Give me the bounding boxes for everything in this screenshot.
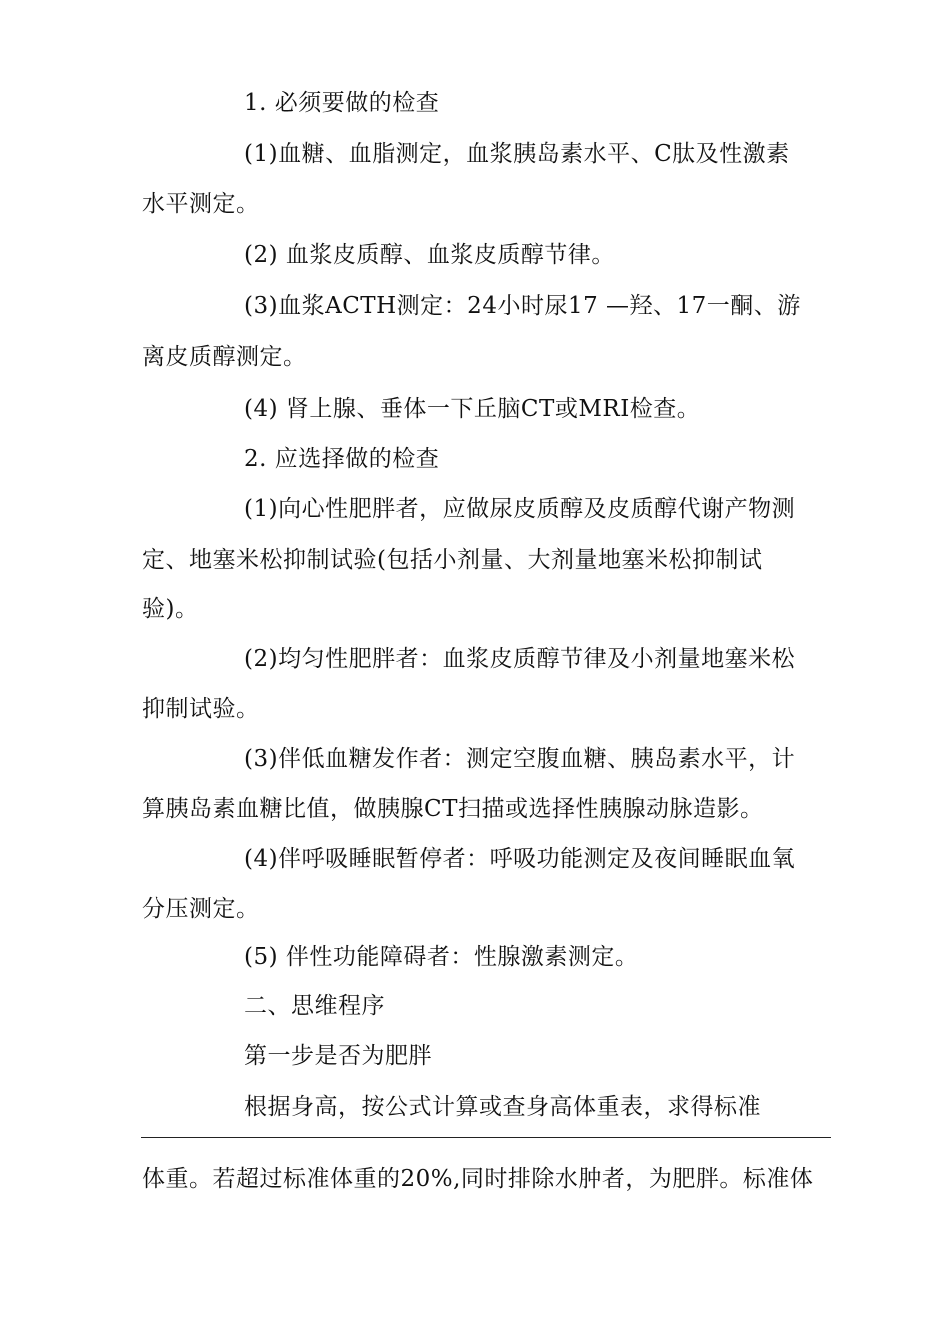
step-heading: 第一步是否为肥胖 bbox=[244, 1043, 432, 1069]
paragraph-line: 验)。 bbox=[142, 596, 199, 622]
paragraph-line: (2) 血浆皮质醇、血浆皮质醇节律。 bbox=[244, 242, 615, 268]
section-heading-thinking-procedure: 二、思维程序 bbox=[244, 993, 385, 1019]
heading-required-tests: 1. 必须要做的检查 bbox=[244, 90, 440, 116]
paragraph-line: (3)血浆ACTH测定：24小时尿17 —羟、17一酮、游 bbox=[244, 293, 801, 319]
paragraph-line: 根据身高，按公式计算或查身高体重表，求得标准 bbox=[244, 1094, 761, 1120]
paragraph-line: 体重。若超过标准体重的20%,同时排除水肿者，为肥胖。标准体 bbox=[142, 1166, 814, 1192]
paragraph-line: (4)伴呼吸睡眠暂停者：呼吸功能测定及夜间睡眠血氧 bbox=[244, 846, 796, 872]
paragraph-line: (1)向心性肥胖者，应做尿皮质醇及皮质醇代谢产物测 bbox=[244, 496, 796, 522]
paragraph-line: (1)血糖、血脂测定，血浆胰岛素水平、C肽及性激素 bbox=[244, 141, 790, 167]
paragraph-line: 抑制试验。 bbox=[142, 696, 260, 722]
heading-optional-tests: 2. 应选择做的检查 bbox=[244, 446, 440, 472]
paragraph-line: (2)均匀性肥胖者：血浆皮质醇节律及小剂量地塞米松 bbox=[244, 646, 796, 672]
paragraph-line: 算胰岛素血糖比值，做胰腺CT扫描或选择性胰腺动脉造影。 bbox=[142, 796, 764, 822]
paragraph-line: (3)伴低血糖发作者：测定空腹血糖、胰岛素水平，计 bbox=[244, 746, 796, 772]
paragraph-line: (4) 肾上腺、垂体一下丘脑CT或MRI检查。 bbox=[244, 396, 701, 422]
page-break-divider bbox=[141, 1137, 831, 1138]
paragraph-line: 水平测定。 bbox=[142, 191, 260, 217]
paragraph-line: (5) 伴性功能障碍者：性腺激素测定。 bbox=[244, 944, 639, 970]
paragraph-line: 定、地塞米松抑制试验(包括小剂量、大剂量地塞米松抑制试 bbox=[142, 547, 763, 573]
paragraph-line: 离皮质醇测定。 bbox=[142, 344, 307, 370]
paragraph-line: 分压测定。 bbox=[142, 896, 260, 922]
